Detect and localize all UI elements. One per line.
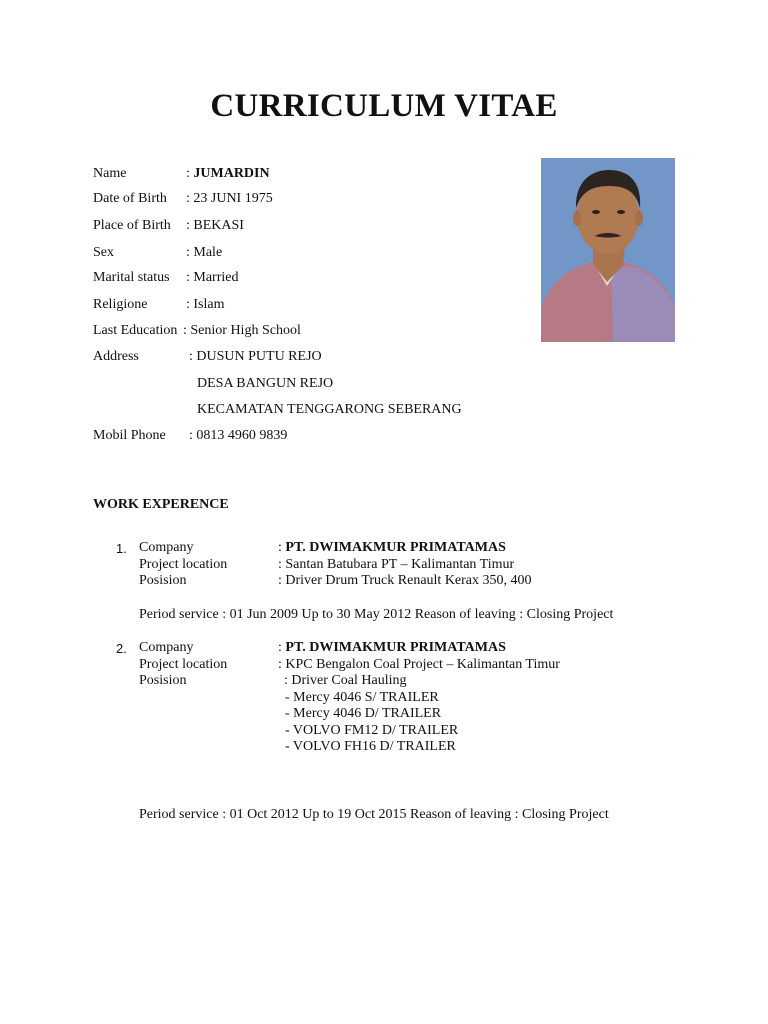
job-2-location-value: : KPC Bengalon Coal Project – Kalimantan Timur	[278, 657, 560, 672]
marital-label: Marital status	[93, 270, 170, 285]
job-1-position-label: Posision	[139, 573, 187, 588]
sex-label: Sex	[93, 245, 114, 260]
religion-label: Religione	[93, 297, 148, 312]
job-2-period: Period service : 01 Oct 2012 Up to 19 Oct 2015 Reason of leaving : Closing Project	[139, 807, 609, 822]
job-2-vehicle-3: - VOLVO FM12 D/ TRAILER	[285, 723, 459, 738]
dob-value: : 23 JUNI 1975	[186, 191, 273, 206]
work-experience-heading: WORK EXPERENCE	[93, 497, 229, 512]
address-line-2: DESA BANGUN REJO	[197, 376, 334, 391]
job-2-vehicle-1: - Mercy 4046 S/ TRAILER	[285, 690, 439, 705]
document-title: CURRICULUM VITAE	[210, 88, 558, 124]
address-value: : DUSUN PUTU REJO	[189, 349, 322, 364]
job-1-location-label: Project location	[139, 557, 228, 572]
job-2-position-label: Posision	[139, 673, 187, 688]
name-label: Name	[93, 166, 127, 181]
education-value: : Senior High School	[183, 323, 301, 338]
religion-value: : Islam	[186, 297, 225, 312]
sex-value: : Male	[186, 245, 223, 260]
pob-value: : BEKASI	[186, 218, 244, 233]
job-2-company-value: : PT. DWIMAKMUR PRIMATAMAS	[278, 640, 506, 655]
job-1-company-label: Company	[139, 540, 194, 555]
job-2-vehicle-4: - VOLVO FH16 D/ TRAILER	[285, 739, 456, 754]
job-1-position-value: : Driver Drum Truck Renault Kerax 350, 400	[278, 573, 532, 588]
name-value: : JUMARDIN	[186, 166, 270, 181]
pob-label: Place of Birth	[93, 218, 171, 233]
job-1-number: 1.	[116, 541, 127, 556]
profile-photo	[541, 158, 675, 342]
job-1-period: Period service : 01 Jun 2009 Up to 30 May 2012 Reason of leaving : Closing Project	[139, 607, 614, 622]
job-1-location-value: : Santan Batubara PT – Kalimantan Timur	[278, 557, 515, 572]
job-2-position-value: : Driver Coal Hauling	[284, 673, 407, 688]
job-2-location-label: Project location	[139, 657, 228, 672]
job-2-vehicle-2: - Mercy 4046 D/ TRAILER	[285, 706, 442, 721]
job-2-company-label: Company	[139, 640, 194, 655]
address-line-3: KECAMATAN TENGGARONG SEBERANG	[197, 402, 462, 417]
phone-label: Mobil Phone	[93, 428, 166, 443]
marital-value: : Married	[186, 270, 239, 285]
address-label: Address	[93, 349, 139, 364]
phone-value: : 0813 4960 9839	[189, 428, 288, 443]
job-1-company-value: : PT. DWIMAKMUR PRIMATAMAS	[278, 540, 506, 555]
education-label: Last Education	[93, 323, 178, 338]
job-2-number: 2.	[116, 641, 127, 656]
dob-label: Date of Birth	[93, 191, 167, 206]
